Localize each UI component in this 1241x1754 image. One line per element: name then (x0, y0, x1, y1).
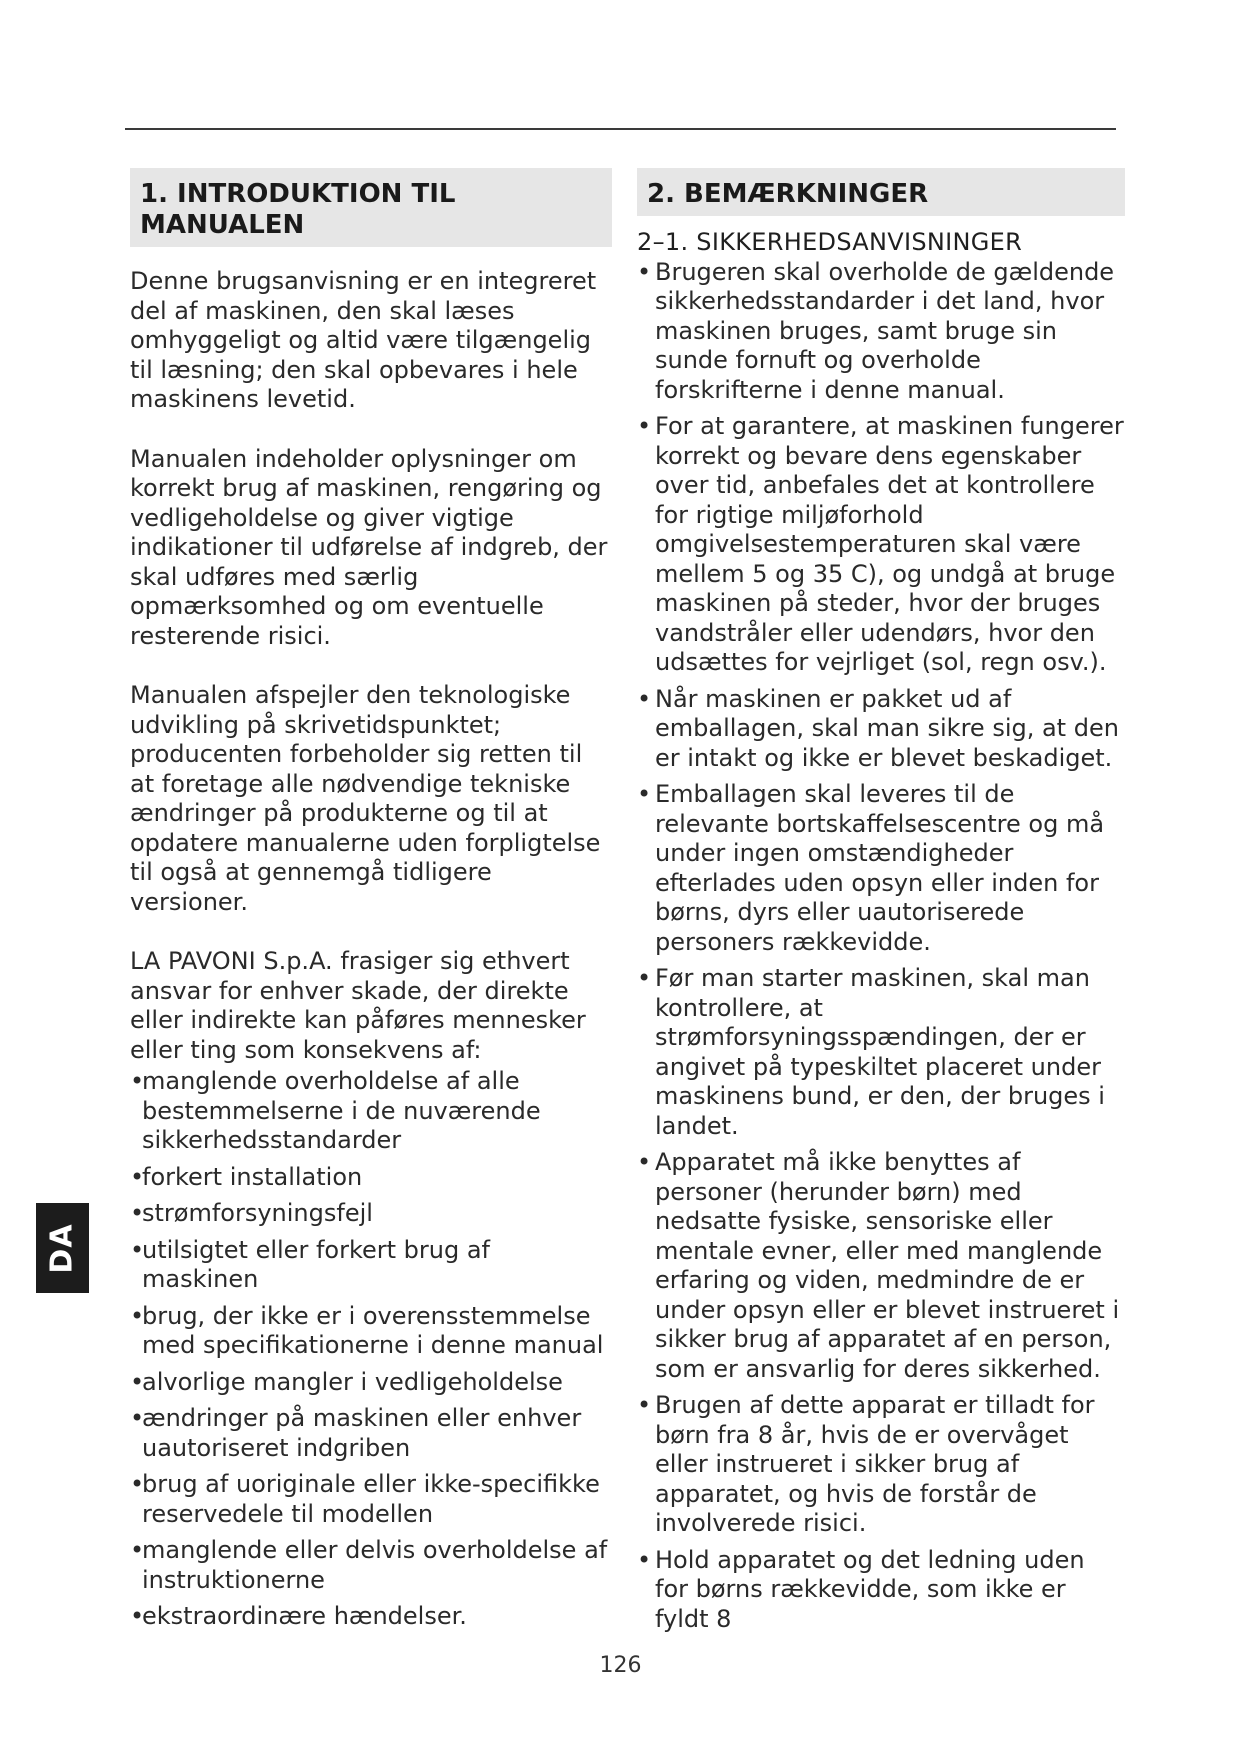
list-item: • brug, der ikke er i overensstemmelse med specifikationerne i denne manual (130, 1301, 604, 1359)
list-item: • manglende overholdelse af alle bestemmelserne i de nuværende sikkerhedsstandarder (130, 1067, 541, 1154)
section-heading-introduction (130, 168, 612, 247)
bullet-icon: • (637, 1148, 652, 1176)
list-item: • ekstraordinære hændelser. (130, 1602, 467, 1630)
bullet-icon: • (130, 1162, 145, 1191)
paragraph: Denne brugsanvisning er en integreret del af maskinen, den skal læses omhyggeligt og altid være tilgængelig til læsning; den skal opbevares i hele maskinens levetid. (130, 267, 597, 413)
paragraph: Manualen afspejler den teknologiske udvikling på skrivetidspunktet; producenten forbeholder sig retten til at foretage alle nødvendige tekniske ændringer på produkterne og til at opdatere manualerne uden forpligtelse til også at gennemgå tidligere versioner. (130, 681, 601, 916)
subsection-heading-safety: 2–1. SIKKERHEDSANVISNINGER (637, 228, 1023, 256)
bullet-icon: • (130, 1470, 145, 1498)
list-item: • Brugeren skal overholde de gældende sikkerhedsstandarder i det land, hvor maskinen bruges, samt bruge sin sunde fornuft og overholde forskrifterne i denne manual. (637, 257, 1115, 404)
bullet-icon: • (130, 1602, 145, 1630)
section-heading-remarks: 2. BEMÆRKNINGER (637, 168, 1125, 216)
list-item: • For at garantere, at maskinen fungerer korrekt og bevare dens egenskaber over tid, anbefales det at kontrollere for rigtige miljøforhold omgivelsestemperaturen skal være mellem 5 og 35 C), og undgå at bruge maskinen på steder, hvor der bruges vandstråler eller udendørs, hvor den udsættes for vejrliget (sol, regn osv.). (637, 412, 1124, 676)
bullet-icon: • (637, 1545, 652, 1574)
bullet-icon: • (637, 964, 652, 992)
bullet-icon: • (130, 1404, 145, 1432)
page-number: 126 (599, 1653, 642, 1678)
language-tab (36, 1203, 89, 1293)
bullet-icon: • (637, 684, 652, 713)
list-item: • forkert installation (130, 1162, 363, 1191)
bullet-icon: • (130, 1235, 145, 1264)
list-item: • Når maskinen er pakket ud af emballagen, skal man sikre sig, at den er intakt og ikke er blevet beskadiget. (637, 684, 1119, 772)
list-item: • Før man starter maskinen, skal man kontrollere, at strømforsyningsspændingen, der er angivet på typeskiltet placeret under maskinens bund, er den, der bruges i landet. (637, 964, 1105, 1140)
bullet-icon: • (637, 412, 652, 440)
left-column (130, 168, 612, 1639)
list-item: • manglende eller delvis overholdelse af instruktionerne (130, 1536, 608, 1594)
bullet-icon: • (637, 1391, 652, 1419)
bullet-icon: • (637, 257, 652, 286)
top-rule (125, 128, 1116, 130)
list-item: • Apparatet må ikke benyttes af personer (herunder børn) med nedsatte fysiske, sensoriske eller mentale evner, eller med manglende erfaring og viden, medmindre de er under opsyn eller er blevet instrueret i sikker brug af apparatet af en person, som er ansvarlig for deres sikkerhed. (637, 1148, 1120, 1383)
list-item: • ændringer på maskinen eller enhver uautoriseret indgriben (130, 1404, 582, 1462)
list-item: • Emballagen skal leveres til de relevante bortskaffelsescentre og må under ingen omstændigheder efterlades uden opsyn eller inden for børns, dyrs eller uautoriserede personers rækkevidde. (637, 780, 1105, 956)
heading-line-1: 1. INTRODUKTION TIL (140, 179, 456, 209)
liability-list (130, 1067, 612, 1632)
bullet-icon: • (130, 1367, 145, 1396)
bullet-icon: • (130, 1199, 145, 1227)
list-item: • Hold apparatet og det ledning uden for børns rækkevidde, som ikke er fyldt 8 (637, 1545, 1085, 1633)
bullet-icon: • (130, 1536, 145, 1564)
right-column (637, 168, 1125, 1641)
paragraph: Manualen indeholder oplysninger om korrekt brug af maskinen, rengøring og vedligeholdelse og giver vigtige indikationer til udførelse af indgreb, der skal udføres med særlig opmærksomhed og om eventuelle resterende risici. (130, 444, 608, 650)
list-item: • brug af uoriginale eller ikke-specifikke reservedele til modellen (130, 1470, 600, 1528)
paragraph: LA PAVONI S.p.A. frasiger sig ethvert ansvar for enhver skade, der direkte eller indirekte kan påføres mennesker eller ting som konsekvens af: (130, 947, 586, 1064)
list-item: • strømforsyningsfejl (130, 1199, 373, 1227)
list-item: • Brugen af dette apparat er tilladt for børn fra 8 år, hvis de er overvåget eller instrueret i sikker brug af apparatet, og hvis de forstår de involverede risici. (637, 1391, 1095, 1537)
bullet-icon: • (130, 1301, 145, 1330)
bullet-icon: • (130, 1067, 145, 1095)
list-item: • utilsigtet eller forkert brug af maskinen (130, 1235, 490, 1293)
bullet-icon: • (637, 780, 652, 808)
list-item: • alvorlige mangler i vedligeholdelse (130, 1367, 563, 1396)
heading-line-2: MANUALEN (140, 210, 305, 240)
safety-list (637, 258, 1125, 1635)
language-code: DA (45, 1222, 80, 1274)
